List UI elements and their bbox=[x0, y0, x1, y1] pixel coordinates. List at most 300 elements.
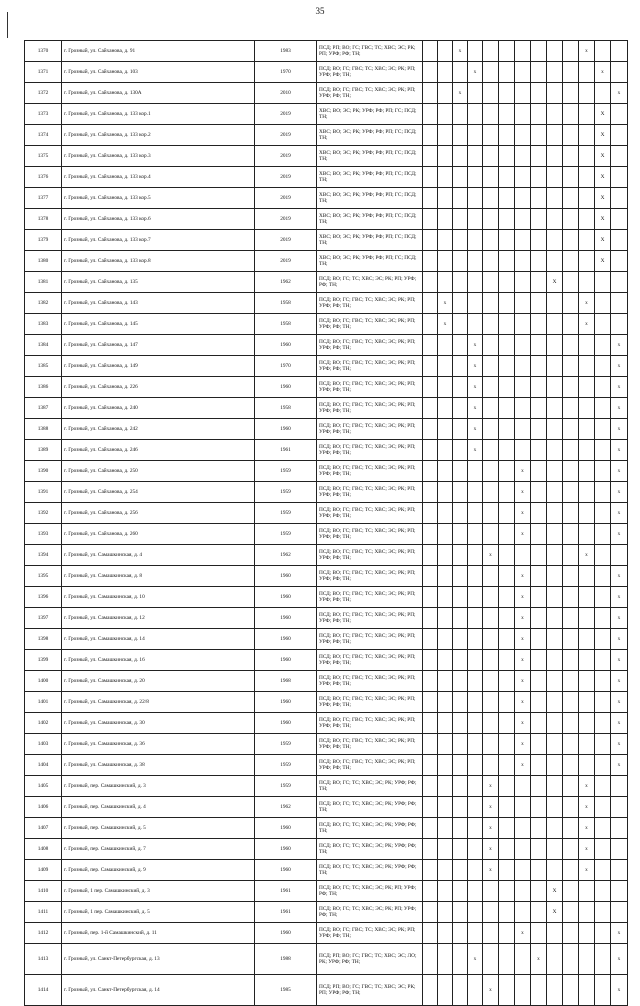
work-mark-cell bbox=[579, 566, 595, 587]
work-mark-cell bbox=[563, 839, 579, 860]
systems-cell: ПСД; ВО; ГС; ГВС; ТС; ХВС; ЭС; РК; РП; УРФ; РФ; ТН; bbox=[317, 629, 423, 650]
work-mark-cell bbox=[499, 188, 515, 209]
work-mark-cell bbox=[547, 230, 563, 251]
work-mark-cell bbox=[438, 377, 453, 398]
work-mark-cell bbox=[595, 461, 611, 482]
work-mark-cell bbox=[563, 167, 579, 188]
work-mark-cell bbox=[547, 692, 563, 713]
work-mark-cell bbox=[531, 419, 547, 440]
work-mark-cell bbox=[611, 167, 628, 188]
address-cell: г. Грозный, ул. Самашкинская, д. 36 bbox=[62, 734, 255, 755]
work-mark-cell bbox=[438, 83, 453, 104]
work-mark-cell bbox=[453, 293, 468, 314]
work-mark-cell bbox=[499, 818, 515, 839]
work-mark-cell bbox=[531, 755, 547, 776]
work-mark-cell bbox=[531, 146, 547, 167]
address-cell: г. Грозный, ул. Санкт-Петербургская, д. 13 bbox=[62, 944, 255, 975]
work-mark-cell: х bbox=[515, 608, 531, 629]
row-number-cell: 1385 bbox=[25, 356, 62, 377]
work-mark-cell bbox=[515, 797, 531, 818]
work-mark-cell bbox=[453, 356, 468, 377]
work-mark-cell: х bbox=[595, 62, 611, 83]
year-cell: 1960 bbox=[255, 419, 317, 440]
address-cell: г. Грозный, ул. Самашкинская, д. 16 bbox=[62, 650, 255, 671]
systems-cell: ХВС; ВО; ЭС; РК; УРФ; РФ; РП; ГС; ПСД; ТН; bbox=[317, 230, 423, 251]
work-mark-cell bbox=[531, 818, 547, 839]
work-mark-cell bbox=[499, 62, 515, 83]
systems-cell: ХВС; ВО; ЭС; РК; УРФ; РФ; РП; ГС; ПСД; ТН; bbox=[317, 251, 423, 272]
year-cell: 1958 bbox=[255, 314, 317, 335]
work-mark-cell: X bbox=[547, 902, 563, 923]
work-mark-cell bbox=[595, 923, 611, 944]
work-mark-cell bbox=[468, 461, 483, 482]
work-mark-cell bbox=[611, 797, 628, 818]
table-row bbox=[25, 41, 628, 62]
row-number-cell: 1412 bbox=[25, 923, 62, 944]
year-cell: 1960 bbox=[255, 692, 317, 713]
work-mark-cell bbox=[468, 125, 483, 146]
work-mark-cell: х bbox=[611, 503, 628, 524]
work-mark-cell: X bbox=[595, 104, 611, 125]
systems-cell: ПСД; ВО; ГС; ГВС; ТС; ХВС; ЭС; РК; РП; УРФ; РФ; ТН; bbox=[317, 734, 423, 755]
work-mark-cell bbox=[547, 671, 563, 692]
work-mark-cell bbox=[515, 272, 531, 293]
work-mark-cell bbox=[438, 587, 453, 608]
work-mark-cell bbox=[438, 335, 453, 356]
work-mark-cell bbox=[563, 251, 579, 272]
address-cell: г. Грозный, ул. Сайханова, д. 91 bbox=[62, 41, 255, 62]
work-mark-cell bbox=[515, 146, 531, 167]
work-mark-cell bbox=[515, 209, 531, 230]
work-mark-cell: х bbox=[611, 975, 628, 1006]
systems-cell: ПСД; ВО; ГС; ТС; ХВС; ЭС; РК; УРФ; РФ; ТН; bbox=[317, 839, 423, 860]
work-mark-cell bbox=[468, 797, 483, 818]
work-mark-cell bbox=[595, 440, 611, 461]
work-mark-cell: х bbox=[611, 944, 628, 975]
work-mark-cell bbox=[563, 671, 579, 692]
work-mark-cell bbox=[438, 356, 453, 377]
work-mark-cell bbox=[563, 230, 579, 251]
work-mark-cell bbox=[438, 272, 453, 293]
work-mark-cell bbox=[595, 314, 611, 335]
work-mark-cell bbox=[579, 755, 595, 776]
work-mark-cell bbox=[499, 524, 515, 545]
year-cell: 2019 bbox=[255, 230, 317, 251]
work-mark-cell: X bbox=[595, 188, 611, 209]
work-mark-cell bbox=[515, 188, 531, 209]
work-mark-cell bbox=[423, 587, 438, 608]
work-mark-cell bbox=[547, 83, 563, 104]
work-mark-cell bbox=[423, 629, 438, 650]
systems-cell: ПСД; ВО; ГС; ТС; ХВС; ЭС; РК; УРФ; РФ; ТН; bbox=[317, 818, 423, 839]
work-mark-cell bbox=[611, 188, 628, 209]
work-mark-cell: х bbox=[611, 419, 628, 440]
work-mark-cell bbox=[438, 839, 453, 860]
work-mark-cell bbox=[499, 104, 515, 125]
work-mark-cell bbox=[531, 377, 547, 398]
work-mark-cell bbox=[547, 944, 563, 975]
work-mark-cell bbox=[531, 356, 547, 377]
work-mark-cell bbox=[499, 125, 515, 146]
address-cell: г. Грозный, пер. 1-й Самашкинский, д. 11 bbox=[62, 923, 255, 944]
work-mark-cell bbox=[468, 755, 483, 776]
work-mark-cell bbox=[499, 755, 515, 776]
work-mark-cell: х bbox=[515, 692, 531, 713]
work-mark-cell bbox=[595, 566, 611, 587]
work-mark-cell bbox=[483, 314, 499, 335]
work-mark-cell bbox=[438, 776, 453, 797]
work-mark-cell bbox=[563, 797, 579, 818]
work-mark-cell bbox=[438, 251, 453, 272]
systems-cell: ПСД; ВО; ГС; ГВС; ТС; ХВС; ЭС; РК; РП; УРФ; РФ; ТН; bbox=[317, 335, 423, 356]
systems-cell: ПСД; ВО; ГС; ГВС; ТС; ХВС; ЭС; РК; РП; УРФ; РФ; ТН; bbox=[317, 587, 423, 608]
work-mark-cell bbox=[563, 314, 579, 335]
work-mark-cell bbox=[468, 230, 483, 251]
year-cell: 1985 bbox=[255, 975, 317, 1006]
table-row bbox=[25, 629, 628, 650]
work-mark-cell: х bbox=[611, 356, 628, 377]
work-mark-cell: х bbox=[579, 776, 595, 797]
work-mark-cell bbox=[423, 713, 438, 734]
work-mark-cell: х bbox=[611, 398, 628, 419]
work-mark-cell bbox=[595, 398, 611, 419]
work-mark-cell bbox=[499, 209, 515, 230]
year-cell: 1959 bbox=[255, 503, 317, 524]
row-number-cell: 1375 bbox=[25, 146, 62, 167]
work-mark-cell bbox=[579, 692, 595, 713]
work-mark-cell bbox=[531, 545, 547, 566]
year-cell: 1961 bbox=[255, 902, 317, 923]
work-mark-cell bbox=[611, 272, 628, 293]
work-mark-cell bbox=[531, 482, 547, 503]
work-mark-cell bbox=[579, 524, 595, 545]
work-mark-cell bbox=[579, 923, 595, 944]
row-number-cell: 1395 bbox=[25, 566, 62, 587]
work-mark-cell bbox=[563, 188, 579, 209]
work-mark-cell bbox=[563, 146, 579, 167]
work-mark-cell bbox=[468, 587, 483, 608]
work-mark-cell: х bbox=[579, 314, 595, 335]
table-row bbox=[25, 608, 628, 629]
work-mark-cell bbox=[483, 734, 499, 755]
work-mark-cell bbox=[423, 734, 438, 755]
table-row bbox=[25, 650, 628, 671]
work-mark-cell bbox=[579, 944, 595, 975]
work-mark-cell bbox=[499, 503, 515, 524]
work-mark-cell bbox=[547, 125, 563, 146]
work-mark-cell bbox=[453, 650, 468, 671]
work-mark-cell bbox=[611, 545, 628, 566]
work-mark-cell bbox=[563, 335, 579, 356]
systems-cell: ПСД; ВО; ГС; ГВС; ТС; ХВС; ЭС; РК; РП; УРФ; РФ; ТН; bbox=[317, 671, 423, 692]
work-mark-cell bbox=[438, 650, 453, 671]
address-cell: г. Грозный, ул. Сайханова, д. 254 bbox=[62, 482, 255, 503]
year-cell: 1960 bbox=[255, 923, 317, 944]
work-mark-cell bbox=[438, 230, 453, 251]
systems-cell: ПСД; ВО; ГС; ТС; ХВС; ЭС; РК; УРФ; РФ; ТН; bbox=[317, 776, 423, 797]
work-mark-cell bbox=[595, 272, 611, 293]
year-cell: 1958 bbox=[255, 293, 317, 314]
systems-cell: ХВС; ВО; ЭС; РК; УРФ; РФ; РП; ГС; ПСД; ТН; bbox=[317, 209, 423, 230]
work-mark-cell bbox=[453, 482, 468, 503]
work-mark-cell bbox=[499, 335, 515, 356]
address-cell: г. Грозный, ул. Самашкинская, д. 12 bbox=[62, 608, 255, 629]
address-cell: г. Грозный, ул. Сайханова, д. 133 кор.4 bbox=[62, 167, 255, 188]
work-mark-cell bbox=[468, 272, 483, 293]
housing-register-table bbox=[24, 40, 628, 1006]
work-mark-cell bbox=[531, 608, 547, 629]
work-mark-cell bbox=[453, 734, 468, 755]
systems-cell: ХВС; ВО; ЭС; РК; УРФ; РФ; РП; ГС; ПСД; ТН; bbox=[317, 188, 423, 209]
work-mark-cell bbox=[611, 881, 628, 902]
work-mark-cell bbox=[531, 293, 547, 314]
work-mark-cell bbox=[483, 125, 499, 146]
table-row bbox=[25, 125, 628, 146]
work-mark-cell bbox=[563, 860, 579, 881]
work-mark-cell bbox=[423, 188, 438, 209]
work-mark-cell bbox=[563, 419, 579, 440]
work-mark-cell bbox=[453, 503, 468, 524]
table-row bbox=[25, 377, 628, 398]
work-mark-cell: х bbox=[515, 629, 531, 650]
work-mark-cell bbox=[611, 818, 628, 839]
work-mark-cell bbox=[547, 818, 563, 839]
table-row bbox=[25, 755, 628, 776]
work-mark-cell bbox=[595, 587, 611, 608]
work-mark-cell bbox=[579, 587, 595, 608]
work-mark-cell bbox=[531, 587, 547, 608]
systems-cell: ПСД; ВО; ГС; ГВС; ТС; ХВС; ЭС; РК; РП; УРФ; РФ; ТН; bbox=[317, 713, 423, 734]
work-mark-cell bbox=[563, 524, 579, 545]
work-mark-cell bbox=[438, 797, 453, 818]
work-mark-cell: х bbox=[515, 566, 531, 587]
work-mark-cell bbox=[468, 692, 483, 713]
work-mark-cell bbox=[453, 566, 468, 587]
work-mark-cell bbox=[468, 629, 483, 650]
work-mark-cell: х bbox=[515, 755, 531, 776]
work-mark-cell bbox=[499, 608, 515, 629]
work-mark-cell bbox=[453, 419, 468, 440]
work-mark-cell bbox=[423, 566, 438, 587]
year-cell: 1962 bbox=[255, 545, 317, 566]
row-number-cell: 1382 bbox=[25, 293, 62, 314]
work-mark-cell bbox=[423, 671, 438, 692]
work-mark-cell bbox=[483, 146, 499, 167]
systems-cell: ПСД; ВО; ГС; ГВС; ТС; ХВС; ЭС; РК; РП; УРФ; РФ; ТН; bbox=[317, 524, 423, 545]
work-mark-cell bbox=[499, 146, 515, 167]
address-cell: г. Грозный, пер. Самашкинский, д. 4 bbox=[62, 797, 255, 818]
work-mark-cell: х bbox=[515, 461, 531, 482]
work-mark-cell bbox=[499, 797, 515, 818]
table-row bbox=[25, 797, 628, 818]
address-cell: г. Грозный, ул. Сайханова, д. 246 bbox=[62, 440, 255, 461]
work-mark-cell bbox=[499, 398, 515, 419]
work-mark-cell bbox=[579, 83, 595, 104]
work-mark-cell bbox=[453, 104, 468, 125]
work-mark-cell bbox=[563, 440, 579, 461]
work-mark-cell bbox=[595, 629, 611, 650]
work-mark-cell bbox=[547, 566, 563, 587]
work-mark-cell bbox=[595, 776, 611, 797]
work-mark-cell bbox=[499, 41, 515, 62]
work-mark-cell bbox=[438, 188, 453, 209]
address-cell: г. Грозный, пер. Самашкинский, д. 7 bbox=[62, 839, 255, 860]
row-number-cell: 1379 bbox=[25, 230, 62, 251]
work-mark-cell bbox=[468, 104, 483, 125]
year-cell: 1960 bbox=[255, 335, 317, 356]
work-mark-cell bbox=[595, 83, 611, 104]
work-mark-cell bbox=[531, 797, 547, 818]
work-mark-cell bbox=[595, 881, 611, 902]
work-mark-cell: X bbox=[595, 167, 611, 188]
work-mark-cell bbox=[423, 503, 438, 524]
work-mark-cell: х bbox=[611, 587, 628, 608]
systems-cell: ПСД; ВО; ГС; ГВС; ТС; ХВС; ЭС; РК; РП; УРФ; РФ; ТН; bbox=[317, 692, 423, 713]
work-mark-cell bbox=[453, 125, 468, 146]
work-mark-cell bbox=[531, 167, 547, 188]
work-mark-cell: х bbox=[611, 629, 628, 650]
row-number-cell: 1371 bbox=[25, 62, 62, 83]
address-cell: г. Грозный, ул. Сайханова, д. 133 кор.8 bbox=[62, 251, 255, 272]
work-mark-cell bbox=[515, 83, 531, 104]
work-mark-cell bbox=[579, 335, 595, 356]
work-mark-cell bbox=[563, 566, 579, 587]
work-mark-cell bbox=[579, 734, 595, 755]
work-mark-cell bbox=[438, 818, 453, 839]
work-mark-cell bbox=[499, 650, 515, 671]
work-mark-cell bbox=[453, 272, 468, 293]
work-mark-cell bbox=[547, 440, 563, 461]
address-cell: г. Грозный, ул. Сайханова, д. 133 кор.5 bbox=[62, 188, 255, 209]
systems-cell: ПСД; ВО; ГС; ТС; ХВС; ЭС; РК; УРФ; РФ; ТН; bbox=[317, 860, 423, 881]
work-mark-cell bbox=[499, 377, 515, 398]
work-mark-cell: х bbox=[611, 566, 628, 587]
work-mark-cell bbox=[483, 692, 499, 713]
work-mark-cell bbox=[595, 944, 611, 975]
address-cell: г. Грозный, ул. Сайханова, д. 260 bbox=[62, 524, 255, 545]
work-mark-cell bbox=[547, 188, 563, 209]
systems-cell: ПСД; ВО; ГС; ГВС; ТС; ХВС; ЭС; РК; РП; УРФ; РФ; ТН; bbox=[317, 503, 423, 524]
table-body bbox=[25, 41, 628, 1006]
row-number-cell: 1374 bbox=[25, 125, 62, 146]
year-cell: 1958 bbox=[255, 398, 317, 419]
table-row bbox=[25, 975, 628, 1006]
work-mark-cell bbox=[611, 230, 628, 251]
table-row bbox=[25, 692, 628, 713]
address-cell: г. Грозный, ул. Сайханова, д. 149 bbox=[62, 356, 255, 377]
work-mark-cell bbox=[579, 503, 595, 524]
address-cell: г. Грозный, ул. Самашкинская, д. 38 bbox=[62, 755, 255, 776]
work-mark-cell bbox=[595, 41, 611, 62]
row-number-cell: 1406 bbox=[25, 797, 62, 818]
work-mark-cell bbox=[531, 314, 547, 335]
work-mark-cell bbox=[483, 83, 499, 104]
work-mark-cell bbox=[453, 167, 468, 188]
work-mark-cell bbox=[611, 839, 628, 860]
work-mark-cell bbox=[438, 209, 453, 230]
work-mark-cell bbox=[453, 440, 468, 461]
work-mark-cell bbox=[453, 755, 468, 776]
address-cell: г. Грозный, ул. Сайханова, д. 133 кор.1 bbox=[62, 104, 255, 125]
work-mark-cell bbox=[515, 818, 531, 839]
address-cell: г. Грозный, ул. Сайханова, д. 143 bbox=[62, 293, 255, 314]
row-number-cell: 1396 bbox=[25, 587, 62, 608]
work-mark-cell bbox=[531, 209, 547, 230]
work-mark-cell bbox=[468, 818, 483, 839]
work-mark-cell: х bbox=[468, 377, 483, 398]
work-mark-cell bbox=[438, 692, 453, 713]
year-cell: 1968 bbox=[255, 671, 317, 692]
work-mark-cell bbox=[579, 377, 595, 398]
table-row bbox=[25, 839, 628, 860]
work-mark-cell bbox=[453, 188, 468, 209]
work-mark-cell bbox=[579, 209, 595, 230]
work-mark-cell bbox=[499, 440, 515, 461]
work-mark-cell bbox=[563, 545, 579, 566]
work-mark-cell bbox=[468, 860, 483, 881]
row-number-cell: 1386 bbox=[25, 377, 62, 398]
row-number-cell: 1407 bbox=[25, 818, 62, 839]
work-mark-cell: х bbox=[531, 944, 547, 975]
work-mark-cell bbox=[595, 419, 611, 440]
work-mark-cell bbox=[483, 293, 499, 314]
work-mark-cell bbox=[547, 713, 563, 734]
work-mark-cell: х bbox=[483, 975, 499, 1006]
work-mark-cell bbox=[468, 482, 483, 503]
year-cell: 1988 bbox=[255, 944, 317, 975]
work-mark-cell: х bbox=[579, 545, 595, 566]
work-mark-cell bbox=[423, 335, 438, 356]
work-mark-cell bbox=[579, 104, 595, 125]
work-mark-cell bbox=[547, 608, 563, 629]
year-cell: 1960 bbox=[255, 377, 317, 398]
work-mark-cell bbox=[483, 335, 499, 356]
work-mark-cell bbox=[453, 209, 468, 230]
work-mark-cell bbox=[453, 944, 468, 975]
work-mark-cell bbox=[423, 293, 438, 314]
work-mark-cell bbox=[438, 671, 453, 692]
work-mark-cell bbox=[438, 713, 453, 734]
row-number-cell: 1380 bbox=[25, 251, 62, 272]
work-mark-cell bbox=[453, 146, 468, 167]
work-mark-cell bbox=[423, 167, 438, 188]
address-cell: г. Грозный, пер. Самашкинский, д. 5 bbox=[62, 818, 255, 839]
row-number-cell: 1394 bbox=[25, 545, 62, 566]
systems-cell: ПСД; ВО; ГС; ГВС; ТС; ХВС; ЭС; РК; РП; УРФ; РФ; ТН; bbox=[317, 83, 423, 104]
work-mark-cell bbox=[438, 608, 453, 629]
row-number-cell: 1410 bbox=[25, 881, 62, 902]
work-mark-cell bbox=[611, 251, 628, 272]
work-mark-cell bbox=[595, 377, 611, 398]
table-row bbox=[25, 881, 628, 902]
work-mark-cell bbox=[563, 608, 579, 629]
work-mark-cell bbox=[468, 923, 483, 944]
table-row bbox=[25, 62, 628, 83]
work-mark-cell bbox=[595, 671, 611, 692]
work-mark-cell bbox=[531, 776, 547, 797]
work-mark-cell bbox=[423, 797, 438, 818]
work-mark-cell bbox=[438, 755, 453, 776]
work-mark-cell bbox=[547, 923, 563, 944]
address-cell: г. Грозный, ул. Самашкинская, д. 30 bbox=[62, 713, 255, 734]
work-mark-cell bbox=[468, 975, 483, 1006]
work-mark-cell bbox=[563, 713, 579, 734]
work-mark-cell bbox=[499, 629, 515, 650]
work-mark-cell bbox=[547, 545, 563, 566]
work-mark-cell bbox=[531, 230, 547, 251]
year-cell: 1959 bbox=[255, 524, 317, 545]
work-mark-cell bbox=[515, 314, 531, 335]
